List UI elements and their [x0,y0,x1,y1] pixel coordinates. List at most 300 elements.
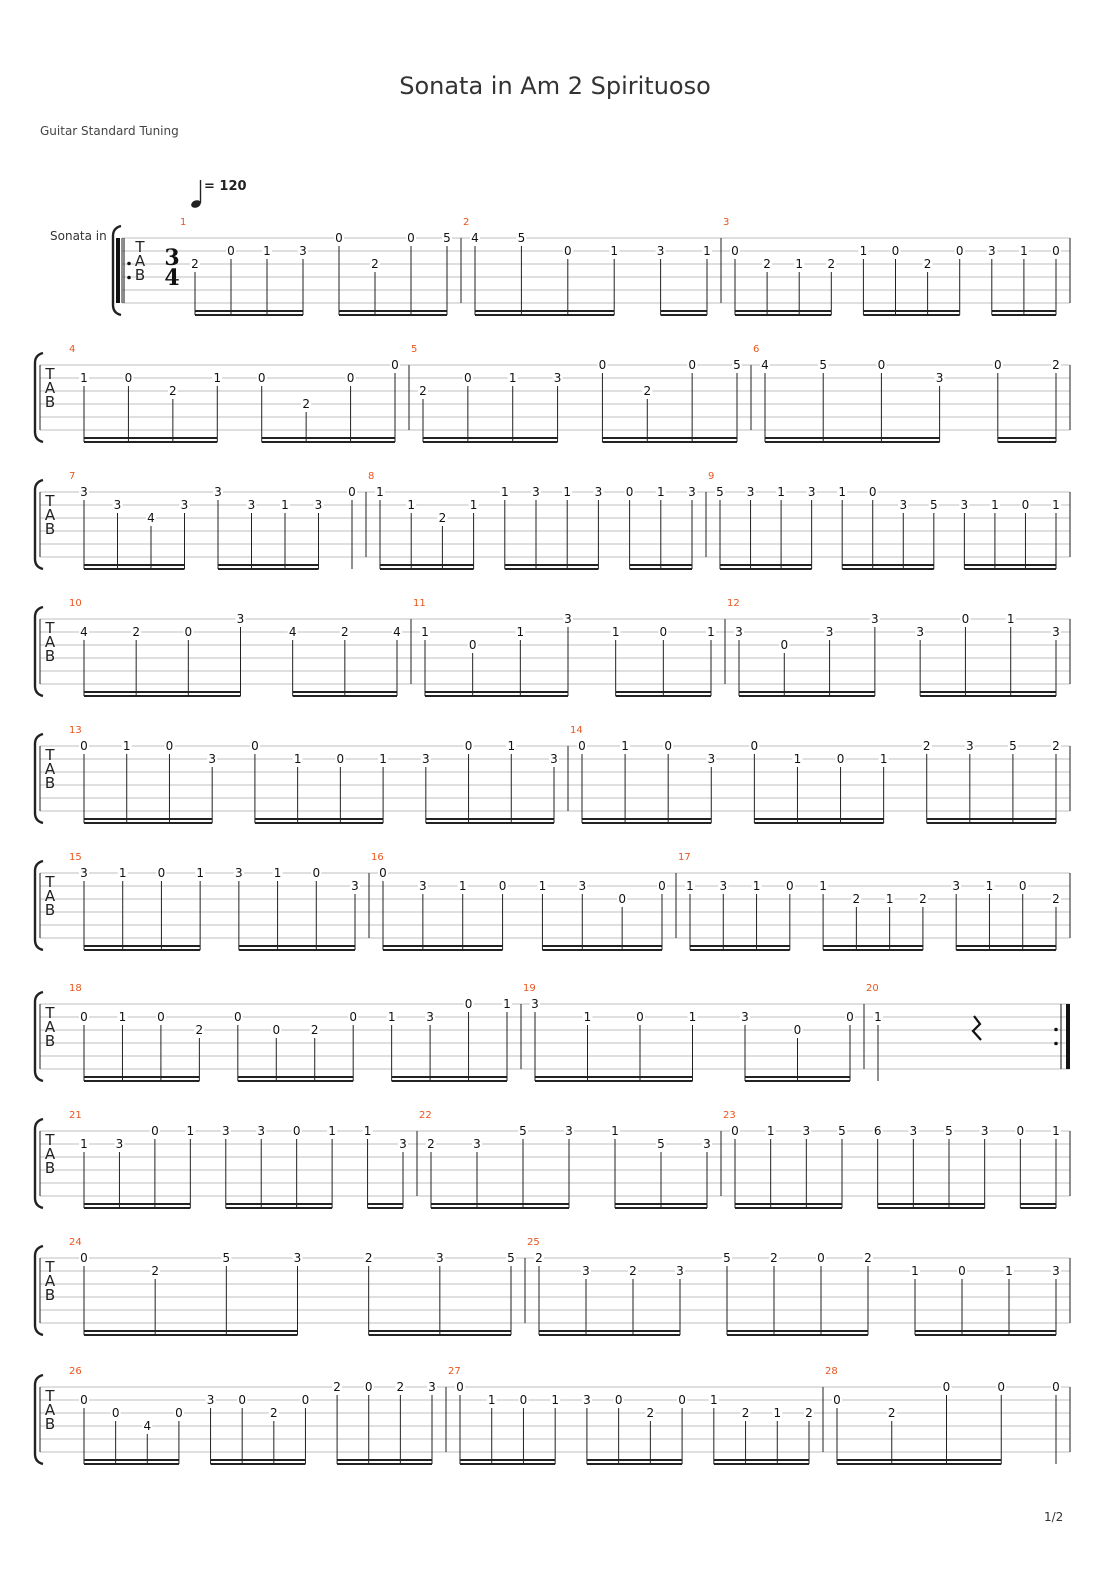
fret-number: 0 [364,1380,373,1394]
fret-number: 3 [594,485,603,499]
fret-number: 0 [111,1406,120,1420]
tab-clef-letter: T [45,746,55,764]
fret-number: 2 [269,1406,278,1420]
fret-number: 1 [538,879,547,893]
system-bracket [35,1246,43,1335]
fret-number: 1 [469,498,478,512]
fret-number: 2 [741,1406,750,1420]
fret-number: 3 [208,752,217,766]
fret-number: 3 [719,879,728,893]
tab-clef-letter: T [135,238,145,256]
fret-number: 0 [891,244,900,258]
fret-number: 1 [1005,1264,1013,1278]
fret-number: 0 [464,997,473,1011]
tab-system [113,217,1070,315]
fret-number: 1 [766,1124,775,1138]
measure-number: 12 [727,598,740,609]
fret-number: 2 [770,1251,778,1265]
fret-number: 0 [80,1251,88,1265]
fret-number: 0 [625,485,634,499]
fret-number: 1 [1020,244,1028,258]
fret-number: 1 [281,498,289,512]
fret-number: 5 [723,1251,731,1265]
measure-number: 16 [371,852,384,863]
fret-number: 3 [235,866,243,880]
fret-number: 1 [985,879,994,893]
tab-system [35,725,1070,823]
fret-number: 1 [293,752,302,766]
fret-number: 1 [80,371,88,385]
fret-number: 3 [351,879,359,893]
measure-number: 23 [723,1110,736,1121]
fret-number: 3 [257,1124,266,1138]
fret-number: 0 [750,739,759,753]
fret-number: 3 [1052,1264,1060,1278]
fret-number: 5 [222,1251,231,1265]
fret-number: 3 [909,1124,918,1138]
tab-system [35,852,1070,950]
fret-number: 0 [1052,1380,1060,1394]
tab-clef-letter: A [44,1018,56,1036]
fret-number: 0 [391,358,399,372]
fret-number: 1 [328,1124,336,1138]
fret-number: 2 [646,1406,655,1420]
fret-number: 3 [80,485,88,499]
measure-number: 22 [419,1110,432,1121]
tab-clef-letter: B [44,901,56,919]
fret-number: 0 [563,244,572,258]
repeat-dot [127,276,131,280]
fret-number: 0 [348,485,356,499]
fret-number: 3 [553,371,562,385]
tab-system [35,983,1070,1081]
tab-clef-letter: B [134,266,146,284]
fret-number: 2 [396,1380,405,1394]
measure-number: 18 [69,983,82,994]
fret-number: 0 [519,1393,528,1407]
fret-number: 0 [124,371,133,385]
fret-number: 1 [273,866,282,880]
fret-number: 1 [709,1393,718,1407]
fret-number: 1 [213,371,222,385]
fret-number: 2 [364,1251,373,1265]
fret-number: 2 [827,257,836,271]
fret-number: 1 [752,879,761,893]
measure-number: 19 [523,983,536,994]
system-bracket [35,607,43,696]
fret-number: 2 [1052,892,1060,906]
fret-number: 0 [678,1393,686,1407]
fret-number: 2 [887,1406,896,1420]
system-bracket [35,480,43,569]
fret-number: 0 [184,625,193,639]
fret-number: 2 [629,1264,637,1278]
fret-number: 0 [833,1393,841,1407]
tab-clef-letter: A [44,760,56,778]
fret-number: 3 [428,1380,436,1394]
fret-number: 1 [379,752,387,766]
fret-number: 1 [686,879,694,893]
fret-number: 6 [873,1124,882,1138]
measure-number: 1 [180,217,187,228]
quarter-rest-icon [973,1016,981,1040]
fret-number: 2 [923,257,932,271]
tab-clef-letter: A [44,1145,56,1163]
measure-number: 21 [69,1110,82,1121]
fret-number: 0 [301,1393,310,1407]
fret-number: 0 [793,1023,802,1037]
fret-number: 2 [419,384,427,398]
fret-number: 4 [147,511,155,525]
fret-number: 5 [519,1124,527,1138]
fret-number: 3 [293,1251,302,1265]
fret-number: 0 [659,625,668,639]
fret-number: 3 [399,1137,407,1151]
fret-number: 3 [80,866,88,880]
song-title: Sonata in Am 2 Spirituoso [399,72,711,100]
fret-number: 4 [393,625,401,639]
fret-number: 1 [263,244,271,258]
fret-number: 5 [733,358,741,372]
fret-number: 2 [852,892,861,906]
fret-number: 0 [1016,1124,1025,1138]
fret-number: 4 [761,358,769,372]
fret-number: 0 [498,879,507,893]
fret-number: 0 [1021,498,1030,512]
fret-number: 1 [795,257,804,271]
fret-number: 0 [688,358,696,372]
fret-number: 1 [563,485,572,499]
tab-clef-letter: T [45,619,55,637]
fret-number: 0 [868,485,877,499]
fret-number: 2 [151,1264,159,1278]
measure-number: 4 [69,344,76,355]
fret-number: 3 [419,879,427,893]
tab-system [35,1237,1070,1335]
tab-clef-letter: B [44,1286,56,1304]
fret-number: 3 [180,498,189,512]
fret-number: 1 [773,1406,782,1420]
fret-number: 1 [838,485,847,499]
tab-clef-letter: A [134,252,146,270]
tab-clef-letter: A [44,1272,56,1290]
fret-number: 0 [335,231,343,245]
tab-clef-letter: T [45,1131,55,1149]
fret-number: 3 [578,879,587,893]
fret-number: 0 [379,866,387,880]
fret-number: 0 [780,638,789,652]
fret-number: 3 [825,625,834,639]
fret-number: 4 [471,231,479,245]
system-bracket [35,734,43,823]
fret-number: 0 [731,1124,739,1138]
fret-number: 0 [336,752,345,766]
fret-number: 1 [376,485,384,499]
fret-number: 1 [991,498,999,512]
fret-number: 0 [846,1010,854,1024]
fret-number: 1 [118,866,127,880]
fret-number: 0 [1018,879,1027,893]
fret-number: 1 [703,244,711,258]
measure-number: 3 [723,217,730,228]
fret-number: 1 [656,485,665,499]
time-signature-bottom: 4 [164,265,180,291]
fret-number: 3 [802,1124,811,1138]
tab-system [35,344,1070,442]
fret-number: 2 [805,1406,813,1420]
fret-number: 3 [1052,625,1060,639]
fret-number: 0 [238,1393,247,1407]
fret-number: 1 [707,625,715,639]
fret-number: 3 [916,625,924,639]
fret-number: 0 [731,244,739,258]
fret-number: 3 [221,1124,230,1138]
page-number: 1/2 [1044,1510,1064,1524]
fret-number: 1 [508,371,517,385]
fret-number: 5 [945,1124,953,1138]
measure-number: 17 [678,852,691,863]
measure-number: 2 [463,217,470,228]
fret-number: 1 [516,625,525,639]
tab-clef-letter: A [44,887,56,905]
fret-number: 3 [564,612,572,626]
fret-number: 2 [427,1137,435,1151]
fret-number: 3 [707,752,716,766]
fret-number: 4 [143,1419,152,1433]
fret-number: 3 [583,1393,591,1407]
tab-clef-letter: B [44,774,56,792]
fret-number: 1 [688,1010,697,1024]
fret-number: 3 [871,612,879,626]
fret-number: 0 [664,739,673,753]
fret-number: 1 [874,1010,882,1024]
measure-number: 26 [69,1366,82,1377]
fret-number: 0 [817,1251,825,1265]
fret-number: 1 [611,1124,619,1138]
fret-number: 3 [115,1137,124,1151]
fret-number: 3 [960,498,969,512]
fret-number: 0 [257,371,266,385]
tab-clef-letter: B [44,1032,56,1050]
fret-number: 3 [935,371,944,385]
fret-number: 0 [993,358,1002,372]
fret-number: 0 [227,244,235,258]
tab-clef-letter: B [44,647,56,665]
fret-number: 3 [703,1137,711,1151]
fret-number: 1 [777,485,785,499]
fret-number: 0 [272,1023,281,1037]
measure-number: 15 [69,852,82,863]
tab-system [35,471,1070,569]
fret-number: 2 [169,384,177,398]
tab-clef-letter: A [44,506,56,524]
fret-number: 0 [349,1010,358,1024]
fret-number: 3 [807,485,816,499]
fret-number: 2 [132,625,140,639]
measure-number: 25 [527,1237,540,1248]
fret-number: 1 [487,1393,496,1407]
fret-number: 1 [1006,612,1015,626]
fret-number: 3 [735,625,743,639]
fret-number: 3 [965,739,974,753]
fret-number: 0 [958,1264,966,1278]
fret-number: 0 [407,231,415,245]
measure-number: 13 [69,725,82,736]
fret-number: 0 [598,358,607,372]
fret-number: 3 [299,244,307,258]
measure-number: 14 [570,725,583,736]
fret-number: 0 [80,1010,88,1024]
tab-clef-letter: B [44,393,56,411]
fret-number: 3 [214,485,222,499]
measure-number: 6 [753,344,760,355]
fret-number: 1 [621,739,629,753]
measure-number: 11 [413,598,426,609]
fret-number: 1 [1052,498,1060,512]
fret-number: 0 [658,879,666,893]
fret-number: 0 [614,1393,623,1407]
fret-number: 3 [247,498,256,512]
tab-clef-letter: T [45,365,55,383]
fret-number: 1 [879,752,888,766]
fret-number: 1 [421,625,429,639]
fret-number: 2 [535,1251,543,1265]
tab-clef-letter: A [44,633,56,651]
fret-number: 1 [363,1124,372,1138]
fret-number: 3 [676,1264,684,1278]
fret-number: 2 [333,1380,341,1394]
fret-number: 1 [186,1124,195,1138]
fret-number: 3 [565,1124,573,1138]
fret-number: 0 [251,739,259,753]
fret-number: 2 [1052,739,1060,753]
fret-number: 0 [1052,244,1060,258]
fret-number: 3 [236,612,245,626]
fret-number: 5 [657,1137,665,1151]
measure-number: 10 [69,598,82,609]
fret-number: 5 [838,1124,846,1138]
tab-system [35,1110,1070,1208]
measure-number: 27 [448,1366,461,1377]
fret-number: 1 [387,1010,396,1024]
fret-number: 2 [643,384,652,398]
system-bracket [35,353,43,442]
fret-number: 2 [1052,358,1060,372]
tab-system [35,598,1070,696]
fret-number: 1 [1052,1124,1060,1138]
fret-number: 3 [656,244,665,258]
fret-number: 3 [582,1264,590,1278]
fret-number: 3 [952,879,961,893]
fret-number: 3 [206,1393,215,1407]
fret-number: 2 [922,739,931,753]
fret-number: 3 [899,498,908,512]
fret-number: 1 [610,244,619,258]
fret-number: 4 [80,625,88,639]
fret-number: 1 [118,1010,127,1024]
fret-number: 1 [458,879,467,893]
tab-clef-letter: B [44,1159,56,1177]
time-signature-top: 3 [164,245,180,271]
fret-number: 1 [819,879,827,893]
fret-number: 1 [503,997,511,1011]
tab-system [35,1366,1070,1464]
system-bracket [35,1375,43,1464]
fret-number: 2 [310,1023,319,1037]
fret-number: 4 [288,625,297,639]
tab-clef-letter: T [45,873,55,891]
fret-number: 3 [746,485,755,499]
fret-number: 1 [793,752,802,766]
fret-number: 0 [578,739,586,753]
fret-number: 0 [785,879,794,893]
tab-clef-letter: T [45,1387,55,1405]
fret-number: 1 [611,625,620,639]
fret-number: 3 [421,752,430,766]
fret-number: 1 [500,485,509,499]
fret-number: 1 [196,866,204,880]
tab-clef-letter: T [45,1258,55,1276]
fret-number: 3 [741,1010,749,1024]
fret-number: 5 [443,231,451,245]
fret-number: 0 [165,739,174,753]
fret-number: 5 [1009,739,1017,753]
fret-number: 0 [877,358,886,372]
fret-number: 0 [464,371,472,385]
fret-number: 2 [371,257,379,271]
repeat-dot [1054,1028,1058,1032]
fret-number: 1 [407,498,416,512]
fret-number: 1 [122,739,131,753]
tab-clef-letter: T [45,1004,55,1022]
fret-number: 0 [836,752,845,766]
fret-number: 3 [550,752,558,766]
measure-number: 9 [708,471,715,482]
system-bracket [35,861,43,950]
fret-number: 0 [942,1380,951,1394]
measure-number: 7 [69,471,76,482]
fret-number: 0 [456,1380,464,1394]
fret-number: 0 [346,371,355,385]
fret-number: 0 [80,1393,88,1407]
fret-number: 1 [911,1264,919,1278]
system-bracket [35,992,43,1081]
fret-number: 1 [885,892,894,906]
fret-number: 1 [80,1137,88,1151]
fret-number: 3 [980,1124,989,1138]
fret-number: 0 [80,739,88,753]
system-bracket [35,1119,43,1208]
fret-number: 0 [618,892,626,906]
measure-number: 28 [825,1366,838,1377]
fret-number: 2 [438,511,447,525]
fret-number: 3 [532,485,540,499]
tab-clef-letter: A [44,1401,56,1419]
fret-number: 0 [997,1380,1006,1394]
fret-number: 0 [151,1124,159,1138]
measure-number: 24 [69,1237,82,1248]
fret-number: 1 [507,739,516,753]
fret-number: 0 [175,1406,183,1420]
fret-number: 0 [961,612,970,626]
fret-number: 3 [426,1010,434,1024]
fret-number: 0 [233,1010,242,1024]
fret-number: 1 [859,244,868,258]
tab-clef-letter: B [44,1415,56,1433]
fret-number: 3 [314,498,323,512]
fret-number: 3 [473,1137,481,1151]
measure-number: 5 [411,344,418,355]
